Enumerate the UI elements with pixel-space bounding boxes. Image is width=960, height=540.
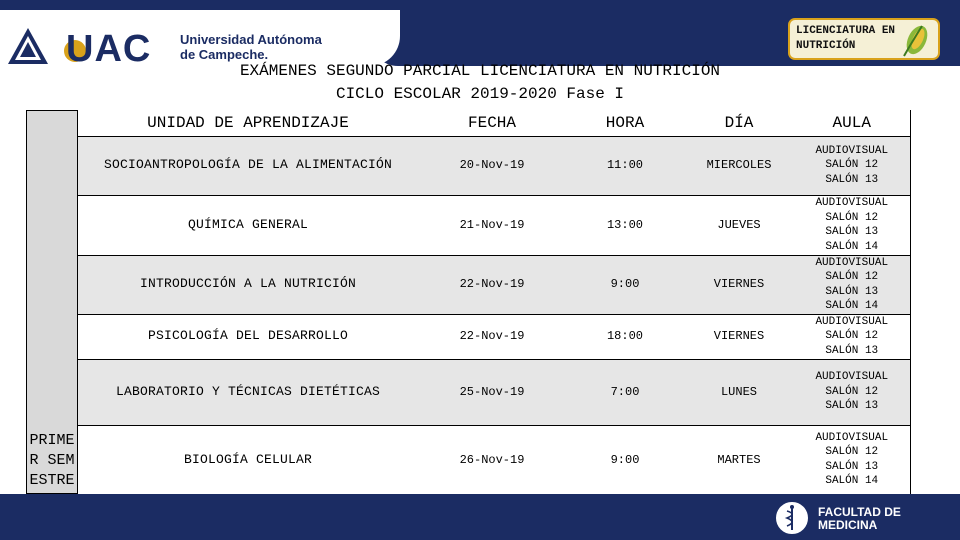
table-row (78, 195, 910, 255)
room-line: SALÓN 13 (825, 460, 879, 473)
date-cell: 26-Nov-19 (418, 425, 566, 494)
room-line: SALÓN 12 (825, 446, 879, 459)
page-title-line2: CICLO ESCOLAR 2019-2020 Fase I (335, 85, 625, 103)
room-line: AUDIOVISUAL (815, 144, 889, 157)
header-room: AULA (794, 110, 910, 136)
page-title (150, 60, 810, 106)
room-cell (794, 314, 910, 359)
day-cell: MARTES (684, 425, 794, 494)
date-cell: 25-Nov-19 (418, 359, 566, 425)
room-cell (794, 136, 910, 195)
faculty-name-line1: FACULTAD DE (818, 505, 901, 519)
room-cell (794, 425, 910, 494)
faculty-name-line2: MEDICINA (818, 518, 878, 532)
room-line: AUDIOVISUAL (815, 197, 889, 209)
room-line: SALÓN 13 (825, 173, 879, 186)
date-cell: 20-Nov-19 (418, 136, 566, 195)
room-line: SALÓN 13 (825, 285, 879, 298)
faculty-logo (772, 500, 912, 538)
room-line: SALÓN 12 (825, 385, 879, 398)
room-line: SALÓN 12 (825, 330, 879, 343)
unit-cell: QUÍMICA GENERAL (78, 195, 418, 255)
date-cell: 22-Nov-19 (418, 314, 566, 359)
day-cell: VIERNES (684, 255, 794, 314)
header-day: DÍA (684, 110, 794, 136)
room-line: SALÓN 14 (825, 475, 879, 488)
room-line: SALÓN 13 (825, 400, 879, 413)
program-badge-text (796, 24, 895, 54)
exam-schedule-table (78, 110, 911, 494)
unit-cell: LABORATORIO Y TÉCNICAS DIETÉTICAS (78, 359, 418, 425)
room-line: SALÓN 14 (825, 240, 879, 253)
room-line: SALÓN 13 (825, 344, 879, 357)
day-cell: VIERNES (684, 314, 794, 359)
semester-sidebar (26, 110, 78, 494)
date-cell: 22-Nov-19 (418, 255, 566, 314)
day-cell: LUNES (684, 359, 794, 425)
room-cell (794, 359, 910, 425)
table-row (78, 136, 910, 195)
semester-label: PRIMER SEMESTRE (29, 432, 75, 489)
program-badge (788, 18, 940, 60)
unit-cell: BIOLOGÍA CELULAR (78, 425, 418, 494)
room-line: SALÓN 14 (825, 300, 879, 312)
header-unit: UNIDAD DE APRENDIZAJE (78, 110, 418, 136)
unit-cell: PSICOLOGÍA DEL DESARROLLO (78, 314, 418, 359)
header-date: FECHA (418, 110, 566, 136)
time-cell: 18:00 (566, 314, 684, 359)
table-header-row (78, 110, 910, 136)
header-time: HORA (566, 110, 684, 136)
nutrition-corn-icon (900, 22, 934, 58)
date-cell: 21-Nov-19 (418, 195, 566, 255)
caduceus-icon (774, 500, 810, 536)
room-line: SALÓN 12 (825, 211, 879, 224)
badge-line1: LICENCIATURA EN (796, 25, 896, 37)
page-title-line1: EXÁMENES SEGUNDO PARCIAL LICENCIATURA EN NUTRICIÓN (239, 62, 721, 80)
table-row (78, 255, 910, 314)
room-cell (794, 255, 910, 314)
room-line: SALÓN 12 (825, 271, 879, 283)
room-line: SALÓN 12 (825, 159, 879, 172)
time-cell: 11:00 (566, 136, 684, 195)
time-cell: 7:00 (566, 359, 684, 425)
table-row (78, 314, 910, 359)
room-line: AUDIOVISUAL (815, 431, 889, 444)
room-line: AUDIOVISUAL (815, 371, 889, 384)
unit-cell: INTRODUCCIÓN A LA NUTRICIÓN (78, 255, 418, 314)
table-row (78, 359, 910, 425)
university-name-line2: de Campeche. (180, 47, 269, 62)
university-name (180, 32, 322, 62)
faculty-name (818, 506, 901, 532)
room-cell (794, 195, 910, 255)
unit-cell: SOCIOANTROPOLOGÍA DE LA ALIMENTACIÓN (78, 136, 418, 195)
time-cell: 13:00 (566, 195, 684, 255)
university-emblem-icon (6, 26, 50, 66)
room-line: SALÓN 13 (825, 226, 879, 238)
time-cell: 9:00 (566, 425, 684, 494)
room-line: AUDIOVISUAL (815, 315, 889, 328)
day-cell: JUEVES (684, 195, 794, 255)
room-line: AUDIOVISUAL (815, 256, 889, 269)
university-name-line1: Universidad Autónoma (180, 32, 322, 47)
top-band (0, 0, 960, 10)
table-row (78, 425, 910, 494)
logo-text: UAC (66, 28, 152, 70)
header (0, 10, 960, 70)
day-cell: MIERCOLES (684, 136, 794, 195)
time-cell: 9:00 (566, 255, 684, 314)
badge-line2: NUTRICIÓN (796, 40, 856, 52)
